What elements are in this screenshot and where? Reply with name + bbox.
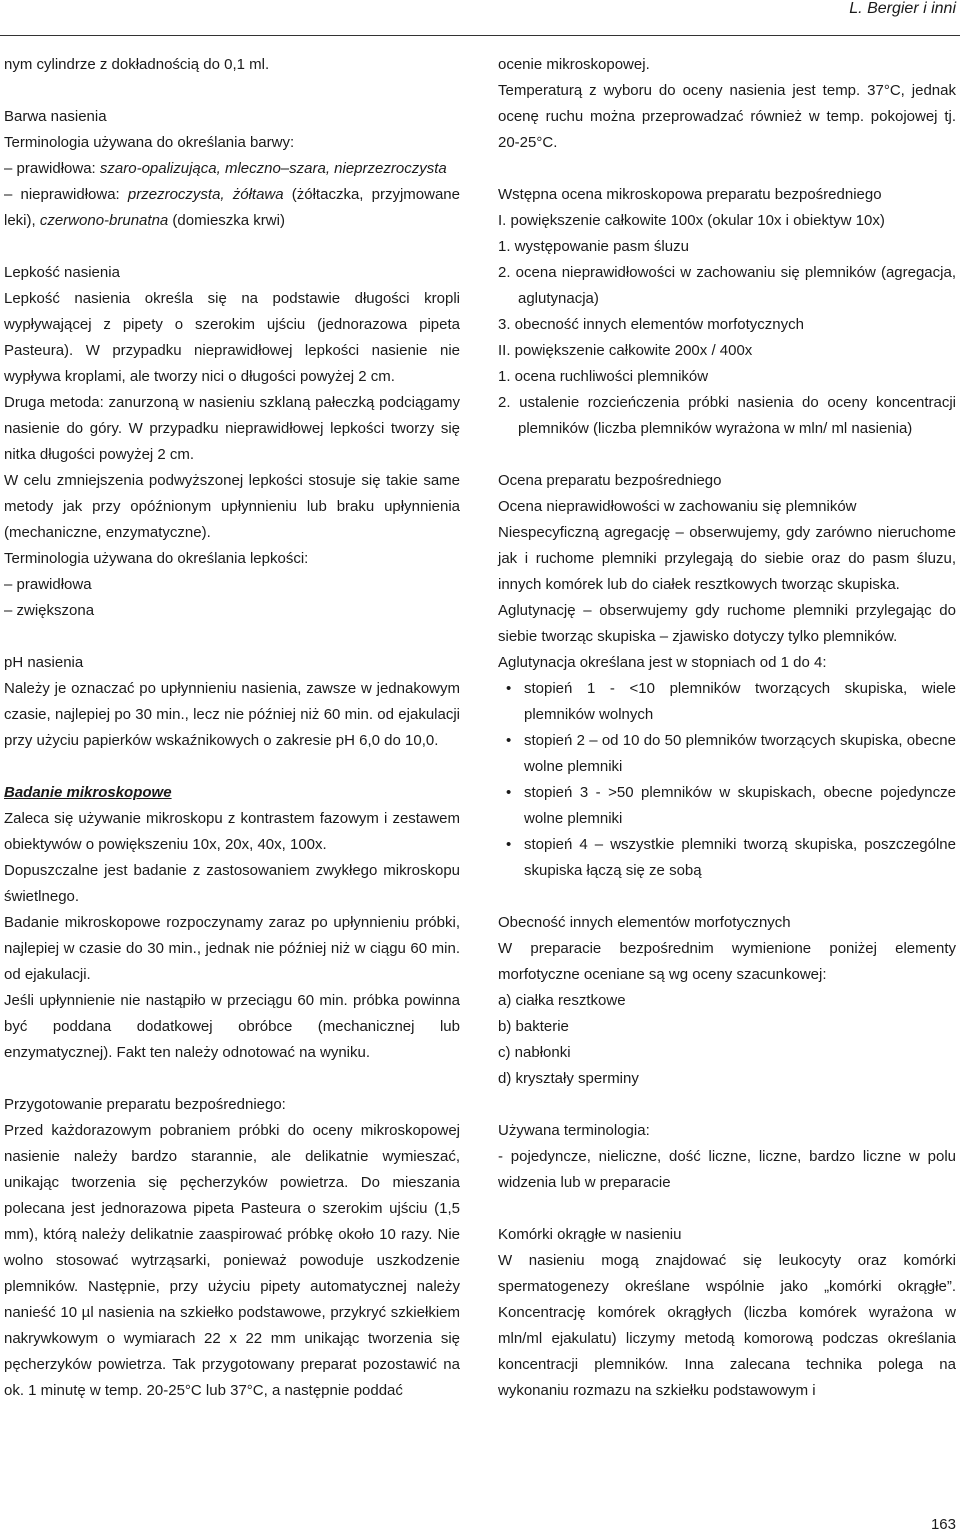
section-title-terminologia: Używana terminologia: <box>498 1122 650 1139</box>
list-item: • stopień 3 - >50 plemników w skupiskach, obecne pojedyncze wolne plemniki <box>498 780 956 832</box>
paragraph: II. powiększenie całkowite 200x / 400x <box>498 342 753 359</box>
paragraph: Terminologia używana do określania lepkości: <box>4 550 309 567</box>
list-item: b) bakterie <box>498 1018 569 1035</box>
paragraph: Aglutynacja określana jest w stopniach od 1 do 4: <box>498 654 827 671</box>
section-title-ocena: Ocena preparatu bezpośredniego <box>498 472 722 489</box>
paragraph: Zaleca się używanie mikroskopu z kontrastem fazowym i zestawem obiektywów o powiększeniu 10x, 20x, 40x, 100x. <box>4 810 460 853</box>
list-item: 2. ocena nieprawidłowości w zachowaniu się plemników (agregacja, aglutynacja) <box>498 264 956 307</box>
list-item: 1. ocena ruchliwości plemników <box>498 368 709 385</box>
item-text: (domieszka krwi) <box>168 212 285 229</box>
paragraph: Dopuszczalne jest badanie z zastosowaniem zwykłego mikroskopu świetlnego. <box>4 862 460 905</box>
paragraph: Niespecyficzną agregację – obserwujemy, gdy zarówno nieruchome jak i ruchome plemniki przylegają do siebie oraz do pasm śluzu, innych komórek lub do ciałek resztkowych tworząc skupiska. <box>498 524 956 593</box>
paragraph: W nasieniu mogą znajdować się leukocyty oraz komórki spermatogenezy określane wspólnie jako „komórki okrągłe”. Koncentrację komórek okrągłych (liczba komórek wyrażona w mln/ml ejakulatu) liczymy metodą komorową podczas określania koncentracji plemników. Inna zalecana technika polega na wykonaniu rozmazu na szkiełku podstawowym i <box>498 1252 956 1399</box>
running-header-author: L. Bergier i inni <box>849 0 956 17</box>
paragraph: Temperaturą z wyboru do oceny nasienia jest temp. 37°C, jednak ocenę ruchu można przeprowadzać również w temp. pokojowej tj. 20-25°C. <box>498 82 956 151</box>
section-title-obecnosc: Obecność innych elementów morfotycznych <box>498 914 791 931</box>
list-item <box>4 156 460 182</box>
section-title-mikroskopowe: Badanie mikroskopowe <box>4 784 172 801</box>
paragraph: Badanie mikroskopowe rozpoczynamy zaraz po upłynnieniu próbki, najlepiej w czasie do 30 min., jednak nie później niż w ciągu 60 min. od ejakulacji. <box>4 914 460 983</box>
list-item: d) kryształy sperminy <box>498 1070 639 1087</box>
list-item: 1. występowanie pasm śluzu <box>498 238 689 255</box>
paragraph: nym cylindrze z dokładnością do 0,1 ml. <box>4 56 270 73</box>
paragraph: Terminologia używana do określania barwy: <box>4 134 295 151</box>
lettered-list <box>498 988 956 1092</box>
list-item: a) ciałka resztkowe <box>498 992 626 1009</box>
italic-term: czerwono-brunatna <box>39 212 169 229</box>
page-number: 163 <box>930 1516 956 1533</box>
paragraph: I. powiększenie całkowite 100x (okular 10x i obiektyw 10x) <box>498 212 885 229</box>
italic-term: szaro-opalizująca, mleczno–szara, nieprzezroczysta <box>99 160 447 177</box>
paragraph: Aglutynację – obserwujemy gdy ruchome plemniki przylegając do siebie tworząc skupiska – zjawisko dotyczy tylko plemników. <box>498 602 956 645</box>
paragraph: Należy je oznaczać po upłynnieniu nasienia, zawsze w jednakowym czasie, najlepiej po 30 min., lecz nie później niż 60 min. od ejakulacji przy użyciu papierków wskaźnikowych o zakresie pH 6,0 do 10,0. <box>4 680 460 749</box>
item-prefix: – nieprawidłowa: <box>4 186 128 203</box>
header-rule <box>0 35 960 36</box>
item-prefix: – prawidłowa: <box>4 160 100 177</box>
numbered-list <box>498 364 956 442</box>
section-title-komorki: Komórki okrągłe w nasieniu <box>498 1226 682 1243</box>
paragraph: Druga metoda: zanurzoną w nasieniu szklaną pałeczką podciągamy nasienie do góry. W przypadku nieprawidłowej lepkości tworzy się nitka długości powyżej 2 cm. <box>4 394 460 463</box>
bullet-list <box>498 676 956 884</box>
right-column <box>498 52 956 1404</box>
section-title-przygotowanie: Przygotowanie preparatu bezpośredniego: <box>4 1096 286 1113</box>
numbered-list <box>498 234 956 338</box>
list-item: • stopień 4 – wszystkie plemniki tworzą skupiska, poszczególne skupiska łączą się ze sobą <box>498 832 956 884</box>
section-title-wstepna: Wstępna ocena mikroskopowa preparatu bezpośredniego <box>498 186 882 203</box>
paragraph: W celu zmniejszenia podwyższonej lepkości stosuje się takie same metody jak przy opóźnionym upłynnieniu lub braku upłynnienia (mechaniczne, enzymatyczne). <box>4 472 460 541</box>
paragraph: Jeśli upłynnienie nie nastąpiło w przeciągu 60 min. próbka powinna być poddana dodatkowej obróbce (mechanicznej lub enzymatycznej). Fakt ten należy odnotować na wyniku. <box>4 992 460 1061</box>
italic-term: przezroczysta, żółtawa <box>127 186 284 203</box>
paragraph: ocenie mikroskopowej. <box>498 56 650 73</box>
page-header <box>0 0 960 36</box>
paragraph: - pojedyncze, nieliczne, dość liczne, liczne, bardzo liczne w polu widzenia lub w preparacie <box>498 1148 956 1191</box>
list-item: c) nabłonki <box>498 1044 571 1061</box>
list-item: 2. ustalenie rozcieńczenia próbki nasienia do oceny koncentracji plemników (liczba plemników wyrażona w mln/ ml nasienia) <box>498 394 956 437</box>
section-title-barwa: Barwa nasienia <box>4 108 107 125</box>
paragraph: Przed każdorazowym pobraniem próbki do oceny mikroskopowej nasienie należy bardzo starannie, ale delikatnie wymieszać, unikając tworzenia się pęcherzyków powietrza. Do mieszania polecana jest jednorazowa pipeta Pasteura o szerokim ujściu (1,5 mm), którą należy delikatnie zaaspirować próbkę około 10 razy. Nie wolno stosować wytrząsarki, ponieważ powoduje uszkodzenie plemników. Następnie, przy użyciu pipety automatycznej należy nanieść 10 µl nasienia na szkiełko podstawowe, przykryć szkiełkiem nakrywkowym o wymiarach 22 x 22 mm unikając tworzenia się pęcherzyków powietrza. Tak przygotowany preparat pozostawić na ok. 1 minutę w temp. 20-25°C lub 37°C, a następnie poddać <box>4 1122 460 1399</box>
list-item: • stopień 1 - <10 plemników tworzących skupiska, wiele plemników wolnych <box>498 676 956 728</box>
section-title-ph: pH nasienia <box>4 654 84 671</box>
list-item: – prawidłowa <box>4 576 92 593</box>
item-text: (żółtaczka, przyjmowane leki), <box>4 186 460 229</box>
left-column <box>4 52 460 1404</box>
list-item <box>4 182 460 234</box>
paragraph: Lepkość nasienia określa się na podstawie długości kropli wypływającej z pipety o szerokim ujściu (jednorazowa pipeta Pasteura). W przypadku nieprawidłowej lepkości nasienie nie wypływa kroplami, ale tworzy nici o długości powyżej 2 cm. <box>4 290 460 385</box>
list-item: • stopień 2 – od 10 do 50 plemników tworzących skupiska, obecne wolne plemniki <box>498 728 956 780</box>
section-title-lepkosc: Lepkość nasienia <box>4 264 120 281</box>
list-item: – zwiększona <box>4 602 95 619</box>
list-item: 3. obecność innych elementów morfotycznych <box>498 316 804 333</box>
paragraph: W preparacie bezpośrednim wymienione poniżej elementy morfotyczne oceniane są wg oceny szacunkowej: <box>498 940 956 983</box>
paragraph: Ocena nieprawidłowości w zachowaniu się plemników <box>498 498 857 515</box>
